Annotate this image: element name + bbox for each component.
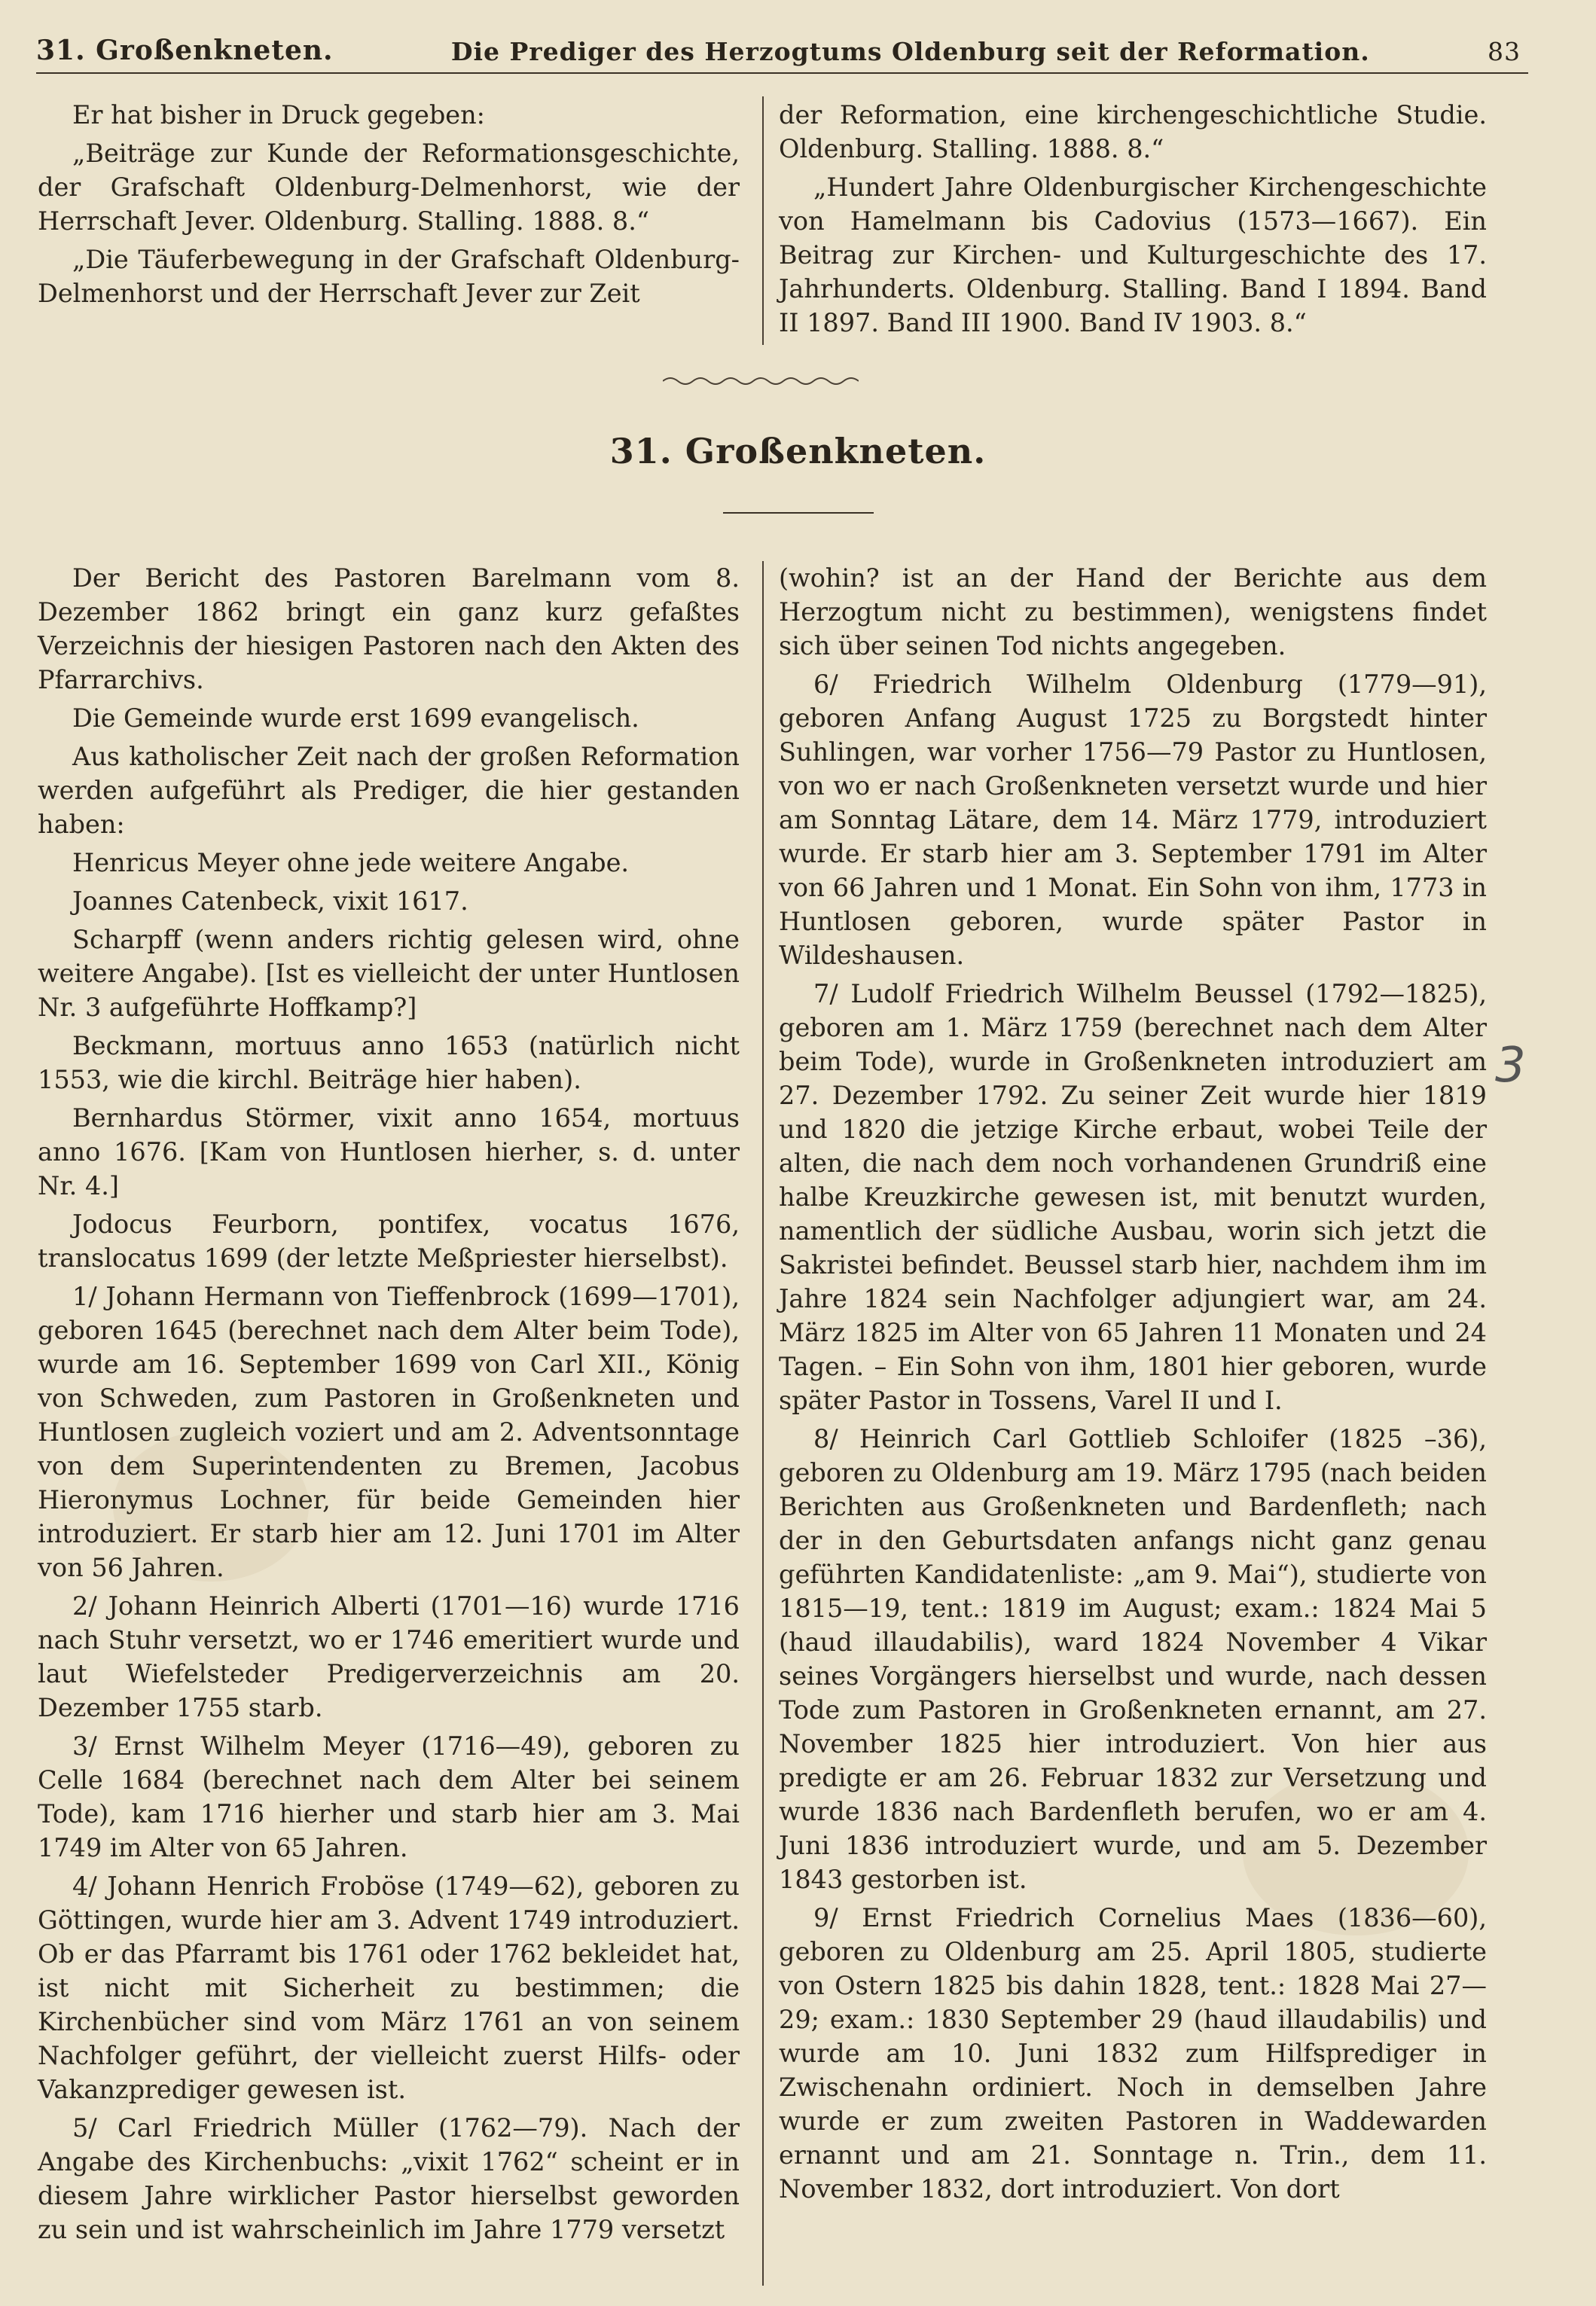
paragraph: „Hundert Jahre Oldenburgischer Kirchengeschichte von Hamelmann bis Cadovius (1573—1667). Ein Beitrag zur Kirchen- und Kulturgeschichte des 17. Jahrhunderts. Oldenburg. Stalling. Band I 1894. Band II 1897. Band III 1900. Band IV 1903. 8.“ xyxy=(779,172,1487,337)
paragraph: 2/ Johann Heinrich Alberti (1701—16) wurde 1716 nach Stuhr versetzt, wo er 1746 emeritiert wurde und laut Wiefelsteder Predigerverzeichnis am 20. Dezember 1755 starb. xyxy=(38,1591,740,1722)
paragraph: „Beiträge zur Kunde der Reformationsgeschichte, der Grafschaft Oldenburg-Delmenhorst, wie der Herrschaft Jever. Oldenburg. Stalling. 1888. 8.“ xyxy=(38,139,740,236)
section-title: 31. Großenkneten. xyxy=(609,431,987,471)
column-divider xyxy=(762,561,764,2286)
ornament-divider xyxy=(663,374,859,389)
paragraph: 9/ Ernst Friedrich Cornelius Maes (1836—60), geboren zu Oldenburg am 25. April 1805, studierte von Ostern 1825 bis dahin 1828, tent.: 1828 Mai 27—29; exam.: 1830 September 29 (haud illaudabilis) und wurde am 10. Juni 1832 zum Hilfsprediger in Zwischenahn ordiniert. Noch in demselben Jahre wurde er zum zweiten Pastoren in Waddewarden ernannt und am 21. Sonntage n. Trin., dem 11. November 1832, dort introduziert. Von dort xyxy=(779,1903,1487,2204)
paragraph: 5/ Carl Friedrich Müller (1762—79). Nach der Angabe des Kirchenbuchs: „vixit 1762“ scheint er in diesem Jahre wirklicher Pastor hierselbst geworden zu sein und ist wahrscheinlich im Jahre 1779 versetzt xyxy=(38,2113,740,2244)
paragraph: Aus katholischer Zeit nach der großen Reformation werden aufgeführt als Prediger, die hier gestanden haben: xyxy=(38,742,740,839)
paragraph: Er hat bisher in Druck gegeben: xyxy=(72,100,485,130)
title-rule xyxy=(723,512,874,514)
paragraph: Die Gemeinde wurde erst 1699 evangelisch. xyxy=(72,703,639,733)
paragraph: 3/ Ernst Wilhelm Meyer (1716—49), geboren zu Celle 1684 (berechnet nach dem Alter bei seinem Tode), kam 1716 hierher und starb hier am 3. Mai 1749 im Alter von 65 Jahren. xyxy=(38,1731,740,1862)
paragraph: Scharpff (wenn anders richtig gelesen wird, ohne weitere Angabe). [Ist es vielleicht der unter Huntlosen Nr. 3 aufgeführte Hoffkamp?] xyxy=(38,925,740,1022)
header-rule xyxy=(36,72,1528,74)
paragraph: der Reformation, eine kirchengeschichtliche Studie. Oldenburg. Stalling. 1888. 8.“ xyxy=(779,100,1487,163)
paragraph: Beckmann, mortuus anno 1653 (natürlich nicht 1553, wie die kirchl. Beiträge hier haben). xyxy=(38,1031,740,1094)
paragraph: Joannes Catenbeck, vixit 1617. xyxy=(72,886,468,916)
handwritten-margin-note: 3 xyxy=(1495,1038,1526,1094)
page-number: 83 xyxy=(1487,37,1521,66)
top-left-column xyxy=(38,98,740,315)
paragraph: Henricus Meyer ohne jede weitere Angabe. xyxy=(72,848,630,877)
paragraph: Bernhardus Störmer, vixit anno 1654, mortuus anno 1676. [Kam von Huntlosen hierher, s. d. unter Nr. 4.] xyxy=(38,1103,740,1200)
paragraph: 6/ Friedrich Wilhelm Oldenburg (1779—91), geboren Anfang August 1725 zu Borgstedt hinter Suhlingen, war vorher 1756—79 Pastor zu Huntlosen, von wo er nach Großenkneten versetzt wurde und hier am Sonntag Lätare, dem 14. März 1779, introduziert wurde. Er starb hier am 3. September 1791 im Alter von 66 Jahren und 1 Monat. Ein Sohn von ihm, 1773 in Huntlosen geboren, wurde später Pastor in Wildeshausen. xyxy=(779,670,1487,970)
paragraph: 1/ Johann Hermann von Tieffenbrock (1699—1701), geboren 1645 (berechnet nach dem Alter beim Tode), wurde am 16. September 1699 von Carl XII., König von Schweden, zum Pastoren in Großenkneten und Huntlosen zugleich voziert und am 2. Adventsonntage von dem Superintendenten zu Bremen, Jacobus Hieronymus Lochner, für beide Gemeinden hier introduziert. Er starb hier am 12. Juni 1701 im Alter von 56 Jahren. xyxy=(38,1282,740,1582)
top-right-column xyxy=(779,98,1487,344)
paragraph: 8/ Heinrich Carl Gottlieb Schloifer (1825 –36), geboren zu Oldenburg am 19. März 1795 (nach beiden Berichten aus Großenkneten und Bardenfleth; nach der in den Geburtsdaten anfangs nicht ganz genau geführten Kandidatenliste: „am 9. Mai“), studierte von 1815—19, tent.: 1819 im August; exam.: 1824 Mai 5 (haud illaudabilis), ward 1824 November 4 Vikar seines Vorgängers hierselbst und wurde, nach dessen Tode zum Pastoren in Großenkneten ernannt, am 27. November 1825 hier introduziert. Von hier aus predigte er am 26. Februar 1832 zur Versetzung und wurde 1836 nach Bardenfleth berufen, wo er am 4. Juni 1836 introduziert wurde, und am 5. Dezember 1843 gestorben ist. xyxy=(779,1424,1487,1894)
header-left: 31. Großenkneten. xyxy=(36,35,334,66)
paragraph: Der Bericht des Pastoren Barelmann vom 8. Dezember 1862 bringt ein ganz kurz gefaßtes Verzeichnis der hiesigen Pastoren nach den Akten des Pfarrarchivs. xyxy=(38,563,740,694)
header-center: Die Prediger des Herzogtums Oldenburg seit der Reformation. xyxy=(450,37,1370,66)
paragraph: 4/ Johann Henrich Froböse (1749—62), geboren zu Göttingen, wurde hier am 3. Advent 1749 introduziert. Ob er das Pfarramt bis 1761 oder 1762 bekleidet hat, ist nicht mit Sicherheit zu bestimmen; die Kirchenbücher sind vom März 1761 an von seinem Nachfolger geführt, der vielleicht zuerst Hilfs- oder Vakanzprediger gewesen ist. xyxy=(38,1871,740,2104)
paragraph: Jodocus Feurborn, pontifex, vocatus 1676, translocatus 1699 (der letzte Meßpriester hierselbst). xyxy=(38,1209,740,1273)
column-divider xyxy=(762,96,764,345)
running-header xyxy=(36,14,1521,66)
main-right-column xyxy=(779,561,1487,2210)
paragraph: „Die Täuferbewegung in der Grafschaft Oldenburg-Delmenhorst und der Herrschaft Jever zur Zeit xyxy=(38,245,740,308)
main-left-column xyxy=(38,561,740,2251)
paragraph: 7/ Ludolf Friedrich Wilhelm Beussel (1792—1825), geboren am 1. März 1759 (berechnet nach dem Alter beim Tode), wurde in Großenkneten introduziert am 27. Dezember 1792. Zu seiner Zeit wurde hier 1819 und 1820 die jetzige Kirche erbaut, wobei Teile der alten, die nach dem noch vorhandenen Grundriß eine halbe Kreuzkirche gewesen ist, mit benutzt wurden, namentlich der südliche Ausbau, worin sich jetzt die Sakristei befindet. Beussel starb hier, nachdem ihm im Jahre 1824 sein Nachfolger adjungiert war, am 24. März 1825 im Alter von 65 Jahren 11 Monaten und 24 Tagen. – Ein Sohn von ihm, 1801 hier geboren, wurde später Pastor in Tossens, Varel II und I. xyxy=(779,979,1487,1415)
paragraph: (wohin? ist an der Hand der Berichte aus dem Herzogtum nicht zu bestimmen), wenigstens findet sich über seinen Tod nichts angegeben. xyxy=(779,563,1487,660)
